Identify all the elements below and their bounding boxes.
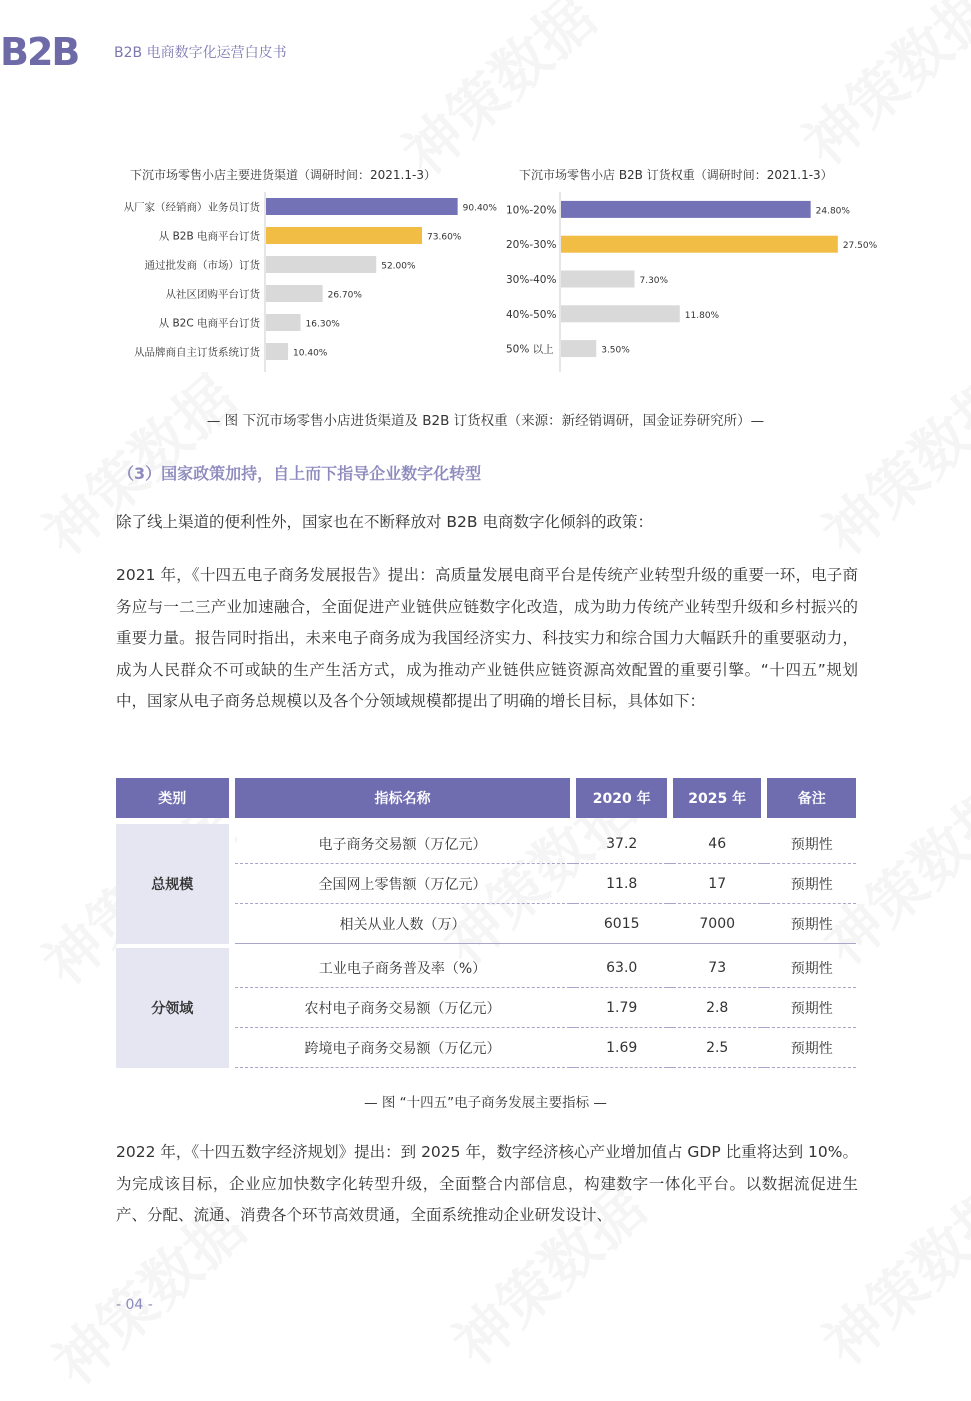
data-label: 16.30% [305,319,340,330]
value-2020: 6015 [576,904,666,944]
data-label: 26.70% [327,290,362,301]
category-label: 40%-50% [506,308,557,321]
bar [561,305,680,322]
category-label: 20%-30% [506,239,557,252]
category-label: 10%-20% [506,204,557,217]
data-label: 27.50% [842,241,878,252]
table-header-row [116,778,856,818]
category-label: 通过批发商（市场）订货 [144,259,260,272]
bar [561,201,811,218]
category-label: 30%-40% [506,274,557,286]
indicator-name: 工业电子商务普及率（%） [235,948,571,988]
value-2025: 2.5 [673,1028,761,1068]
table-row [116,948,856,988]
data-label: 10.40% [293,348,328,359]
data-label: 7.30% [639,276,669,286]
category-label: 50% 以上 [506,343,554,356]
category-label: 从 B2B 电商平台订货 [158,230,260,243]
indicator-name: 全国网上零售额（万亿元） [235,864,571,904]
bar [266,227,422,244]
category-label: 从厂家（经销商）业务员订货 [123,201,260,214]
note: 预期性 [767,988,856,1028]
category-label: 从 B2C 电商平台订货 [158,317,260,330]
figure-caption-charts: — 图 下沉市场零售小店进货渠道及 B2B 订货权重（来源：新经销调研，国金证券研究所）— [206,413,765,429]
header-2020: 2020 年 [576,778,666,818]
indicator-name: 相关从业人数（万） [235,904,571,944]
bar [561,236,838,253]
category-label: 从社区团购平台订货 [165,288,260,301]
note: 预期性 [767,948,856,988]
value-2025: 73 [673,948,761,988]
section-heading: （3）国家政策加持，自上而下指导企业数字化转型 [118,464,482,483]
data-label: 3.50% [601,345,630,356]
data-label: 90.40% [462,203,497,214]
data-label: 52.00% [381,261,416,272]
note: 预期性 [767,1028,856,1068]
chart-title-right: 下沉市场零售小店 B2B 订货权重（调研时间：2021.1-3） [519,168,833,182]
bar [266,285,323,302]
metrics-table [116,778,856,1068]
bar [561,271,634,288]
bar [266,343,288,360]
value-2025: 17 [673,864,761,904]
header-note: 备注 [767,778,856,818]
note: 预期性 [767,904,856,944]
value-2020: 1.69 [576,1028,666,1068]
value-2020: 37.2 [576,824,666,864]
value-2020: 11.8 [576,864,666,904]
figure-caption-table: — 图 “十四五”电子商务发展主要指标 — [364,1095,607,1111]
bar-chart-left [100,192,520,377]
page-header [0,28,971,72]
value-2025: 7000 [673,904,761,944]
category-label: 从品牌商自主订货系统订货 [134,346,260,359]
data-label: 73.60% [427,232,462,243]
note: 预期性 [767,824,856,864]
value-2025: 2.8 [673,988,761,1028]
indicator-name: 电子商务交易额（万亿元） [235,824,571,864]
bar [266,198,458,215]
paragraph-2021-report: 2021 年，《十四五电子商务发展报告》提出：高质量发展电商平台是传统产业转型升级的重要一环，电子商务应与一二三产业加速融合，全面促进产业链供应链数字化改造，成为助力传统产业转型升级和乡村振兴的重要力量。报告同时指出，未来电子商务成为我国经济实力、科技实力和综合国力大幅跃升的重要驱动力，成为人民群众不可或缺的生产生活方式，成为推动产业链供应链资源高效配置的重要引擎。“十四五”规划中，国家从电子商务总规模以及各个分领域规模都提出了明确的增长目标，具体如下： [116,566,858,711]
b2b-logo: B2B [0,30,79,74]
data-label: 11.80% [684,310,720,321]
data-label: 24.80% [815,206,850,217]
bar [561,340,596,357]
paragraph-2022-plan: 2022 年，《十四五数字经济规划》提出：到 2025 年，数字经济核心产业增加值占 GDP 比重将达到 10%。为完成该目标，企业应加快数字化转型升级，全面整合内部信息，构建数字一体化平台。以数据流促进生产、分配、流通、消费各个环节高效贯通，全面系统推动企业研发设计、 [116,1143,858,1225]
bar [266,256,376,273]
indicator-name: 跨境电子商务交易额（万亿元） [235,1028,571,1068]
value-2020: 63.0 [576,948,666,988]
value-2025: 46 [673,824,761,864]
value-2020: 1.79 [576,988,666,1028]
header-2025: 2025 年 [673,778,761,818]
category-total-scale: 总规模 [116,824,229,944]
page-number: - 04 - [116,1297,153,1313]
indicator-name: 农村电子商务交易额（万亿元） [235,988,571,1028]
table-row [116,824,856,864]
category-sub-domain: 分领域 [116,948,229,1068]
paragraph-intro: 除了线上渠道的便利性外，国家也在不断释放对 B2B 电商数字化倾斜的政策： [116,513,653,531]
note: 预期性 [767,864,856,904]
bar [266,314,301,331]
bar-chart-right [490,192,890,377]
header-category: 类别 [116,778,229,818]
document-title: B2B 电商数字化运营白皮书 [114,45,287,61]
header-indicator: 指标名称 [235,778,571,818]
chart-title-left: 下沉市场零售小店主要进货渠道（调研时间：2021.1-3） [130,168,436,182]
